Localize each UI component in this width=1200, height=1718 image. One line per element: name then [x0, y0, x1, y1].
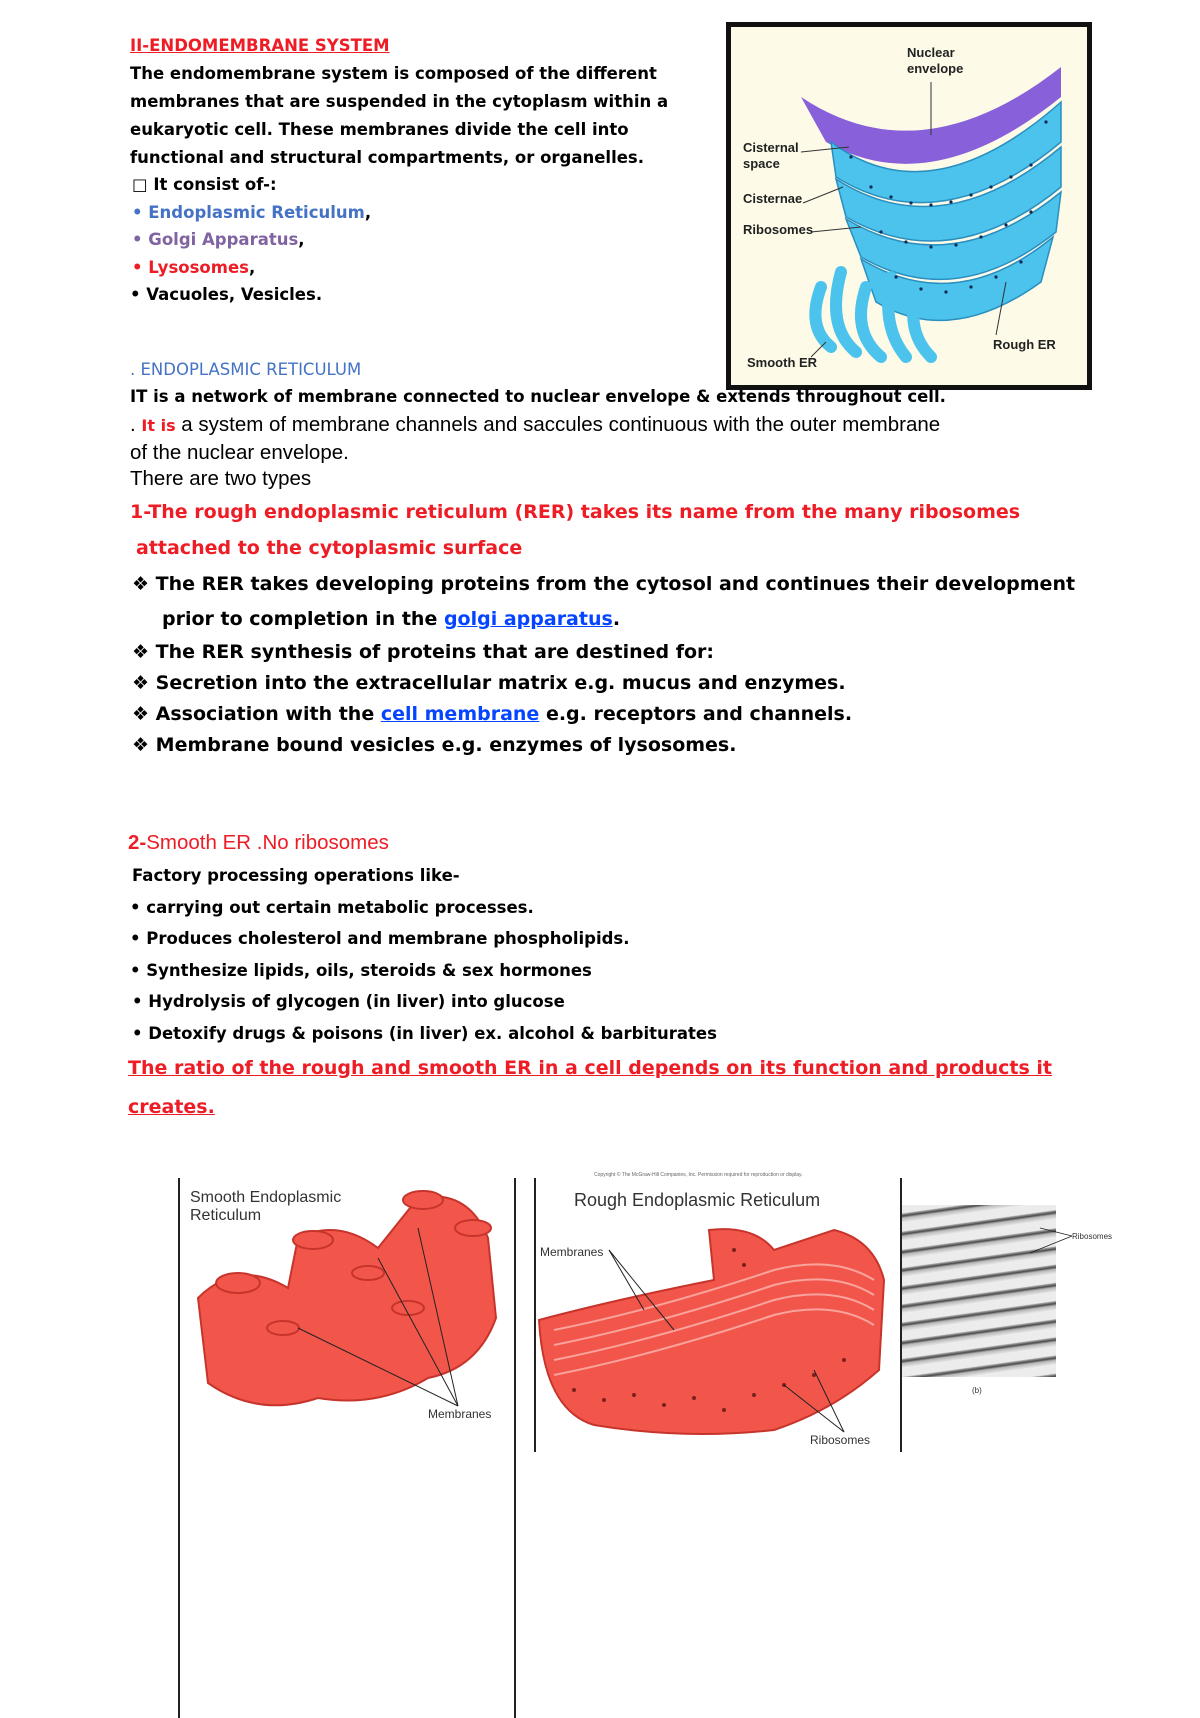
er-line-1: IT is a network of membrane connected to nuclear envelope & extends throughout cell. [130, 387, 946, 406]
intro-line: membranes that are suspended in the cytoplasm within a [130, 92, 669, 111]
er-line-3: of the nuclear envelope. [130, 441, 349, 464]
list-item [132, 258, 255, 278]
label-space: space [743, 156, 780, 171]
list-item: • Detoxify drugs & poisons (in liver) ex. alcohol & barbiturates [132, 1024, 717, 1043]
er-diagram-svg [731, 27, 1087, 385]
rough-er-body [539, 1229, 884, 1434]
separator: , [248, 258, 256, 277]
cell-membrane-link[interactable]: cell membrane [380, 703, 540, 725]
er-line-4: There are two types [130, 467, 312, 490]
label-smooth-er: Smooth ER [747, 355, 818, 370]
list-item [132, 733, 736, 757]
organelle-golgi: • Golgi Apparatus [132, 230, 299, 249]
er-line-2-prefix: . [130, 413, 142, 436]
micro-caption: (b) [972, 1386, 982, 1395]
rough-bullet-1b: prior to completion in the [162, 608, 444, 630]
golgi-apparatus-link[interactable]: golgi apparatus [443, 608, 613, 630]
ratio-line-1: The ratio of the rough and smooth ER in a cell depends on its function and products it [128, 1057, 1052, 1079]
organelle-er: • Endoplasmic Reticulum [132, 203, 365, 222]
section-heading-endomembrane: II-ENDOMEMBRANE SYSTEM [130, 36, 390, 55]
list-item [162, 607, 620, 631]
rough-fig-title: Rough Endoplasmic Reticulum [574, 1190, 821, 1210]
rough-fig-ribosomes-label: Ribosomes [810, 1433, 871, 1447]
rough-bullet-1-end: . [612, 608, 621, 630]
label-nuclear: Nuclear [907, 45, 955, 60]
intro-line: eukaryotic cell. These membranes divide the cell into [130, 120, 629, 139]
smooth-fig-title-1: Smooth Endoplasmic [190, 1189, 342, 1206]
rough-bullet-2: The RER synthesis of proteins that are destined for: [155, 641, 714, 663]
er-line-2-itis: It is [141, 416, 176, 435]
list-item [132, 572, 1075, 596]
organelle-vacuoles: • Vacuoles, Vesicles. [130, 285, 323, 304]
rough-bullet-4b: e.g. receptors and channels. [539, 703, 853, 725]
organelle-lysosomes: • Lysosomes [132, 258, 249, 277]
diamond-bullet-icon: ❖ [132, 672, 150, 694]
er-line-2 [130, 412, 940, 439]
rough-bullet-3: Secretion into the extracellular matrix e.g. mucus and enzymes. [155, 672, 846, 694]
list-item: • Synthesize lipids, oils, steroids & sex hormones [130, 961, 592, 980]
label-rough-er: Rough ER [993, 337, 1056, 352]
label-ribosomes: Ribosomes [743, 222, 814, 237]
er-line-2-rest: a system of membrane channels and saccules continuous with the outer membrane [175, 413, 941, 436]
smooth-er-figure [178, 1178, 516, 1718]
smooth-er-title [128, 830, 389, 856]
list-item: • carrying out certain metabolic processes. [130, 898, 534, 917]
smooth-fig-title-2: Reticulum [190, 1207, 262, 1224]
rough-er-svg [534, 1170, 902, 1452]
diamond-bullet-icon: ❖ [132, 703, 150, 725]
diamond-bullet-icon: ❖ [132, 641, 150, 663]
label-cisternal: Cisternal [743, 140, 799, 155]
micrograph-figure [900, 1203, 1120, 1403]
rough-er-title-1: 1-The rough endoplasmic reticulum (RER) takes its name from the many ribosomes [130, 501, 1021, 523]
rough-er-figure [534, 1170, 902, 1452]
rough-bullet-5: Membrane bound vesicles e.g. enzymes of lysosomes. [155, 734, 737, 756]
micro-ribosomes-label: Ribosomes [1072, 1232, 1113, 1241]
er-section-heading: . ENDOPLASMIC RETICULUM [130, 360, 362, 379]
list-item [132, 230, 305, 250]
intro-line: The endomembrane system is composed of the different [130, 64, 657, 83]
diamond-bullet-icon: ❖ [132, 734, 150, 756]
smooth-er-subtitle: Factory processing operations like- [132, 866, 460, 885]
consist-line: □ It consist of-: [132, 175, 277, 194]
diamond-bullet-icon: ❖ [132, 573, 150, 595]
micro-leaders [1030, 1228, 1072, 1253]
rough-er-title-2: attached to the cytoplasmic surface [136, 537, 523, 559]
rough-bullet-4a: Association with the [155, 703, 381, 725]
rough-fig-copyright: Copyright © The McGraw-Hill Companies, Inc. Permission required for reproduction or display. [594, 1172, 803, 1178]
micrograph-svg [900, 1203, 1120, 1403]
list-item [132, 702, 852, 726]
smooth-er-title-text: Smooth ER .No ribosomes [146, 831, 389, 854]
ratio-line-2: creates. [128, 1096, 215, 1118]
label-envelope: envelope [907, 61, 964, 76]
smooth-er-number: 2- [128, 831, 147, 854]
separator: , [364, 203, 372, 222]
list-item [132, 671, 846, 695]
intro-line: functional and structural compartments, or organelles. [130, 148, 645, 167]
separator: , [298, 230, 305, 249]
er-diagram-figure [726, 22, 1092, 390]
rough-fig-membranes-label: Membranes [540, 1245, 604, 1259]
rough-bullet-1a: The RER takes developing proteins from the cytosol and continues their development [155, 573, 1076, 595]
list-item [132, 203, 371, 223]
list-item [132, 640, 714, 664]
label-cisternae: Cisternae [743, 191, 803, 206]
list-item: • Hydrolysis of glycogen (in liver) into glucose [132, 992, 565, 1011]
list-item: • Produces cholesterol and membrane phospholipids. [130, 929, 630, 948]
smooth-fig-membranes-label: Membranes [428, 1407, 492, 1421]
smooth-er-svg [178, 1178, 516, 1718]
